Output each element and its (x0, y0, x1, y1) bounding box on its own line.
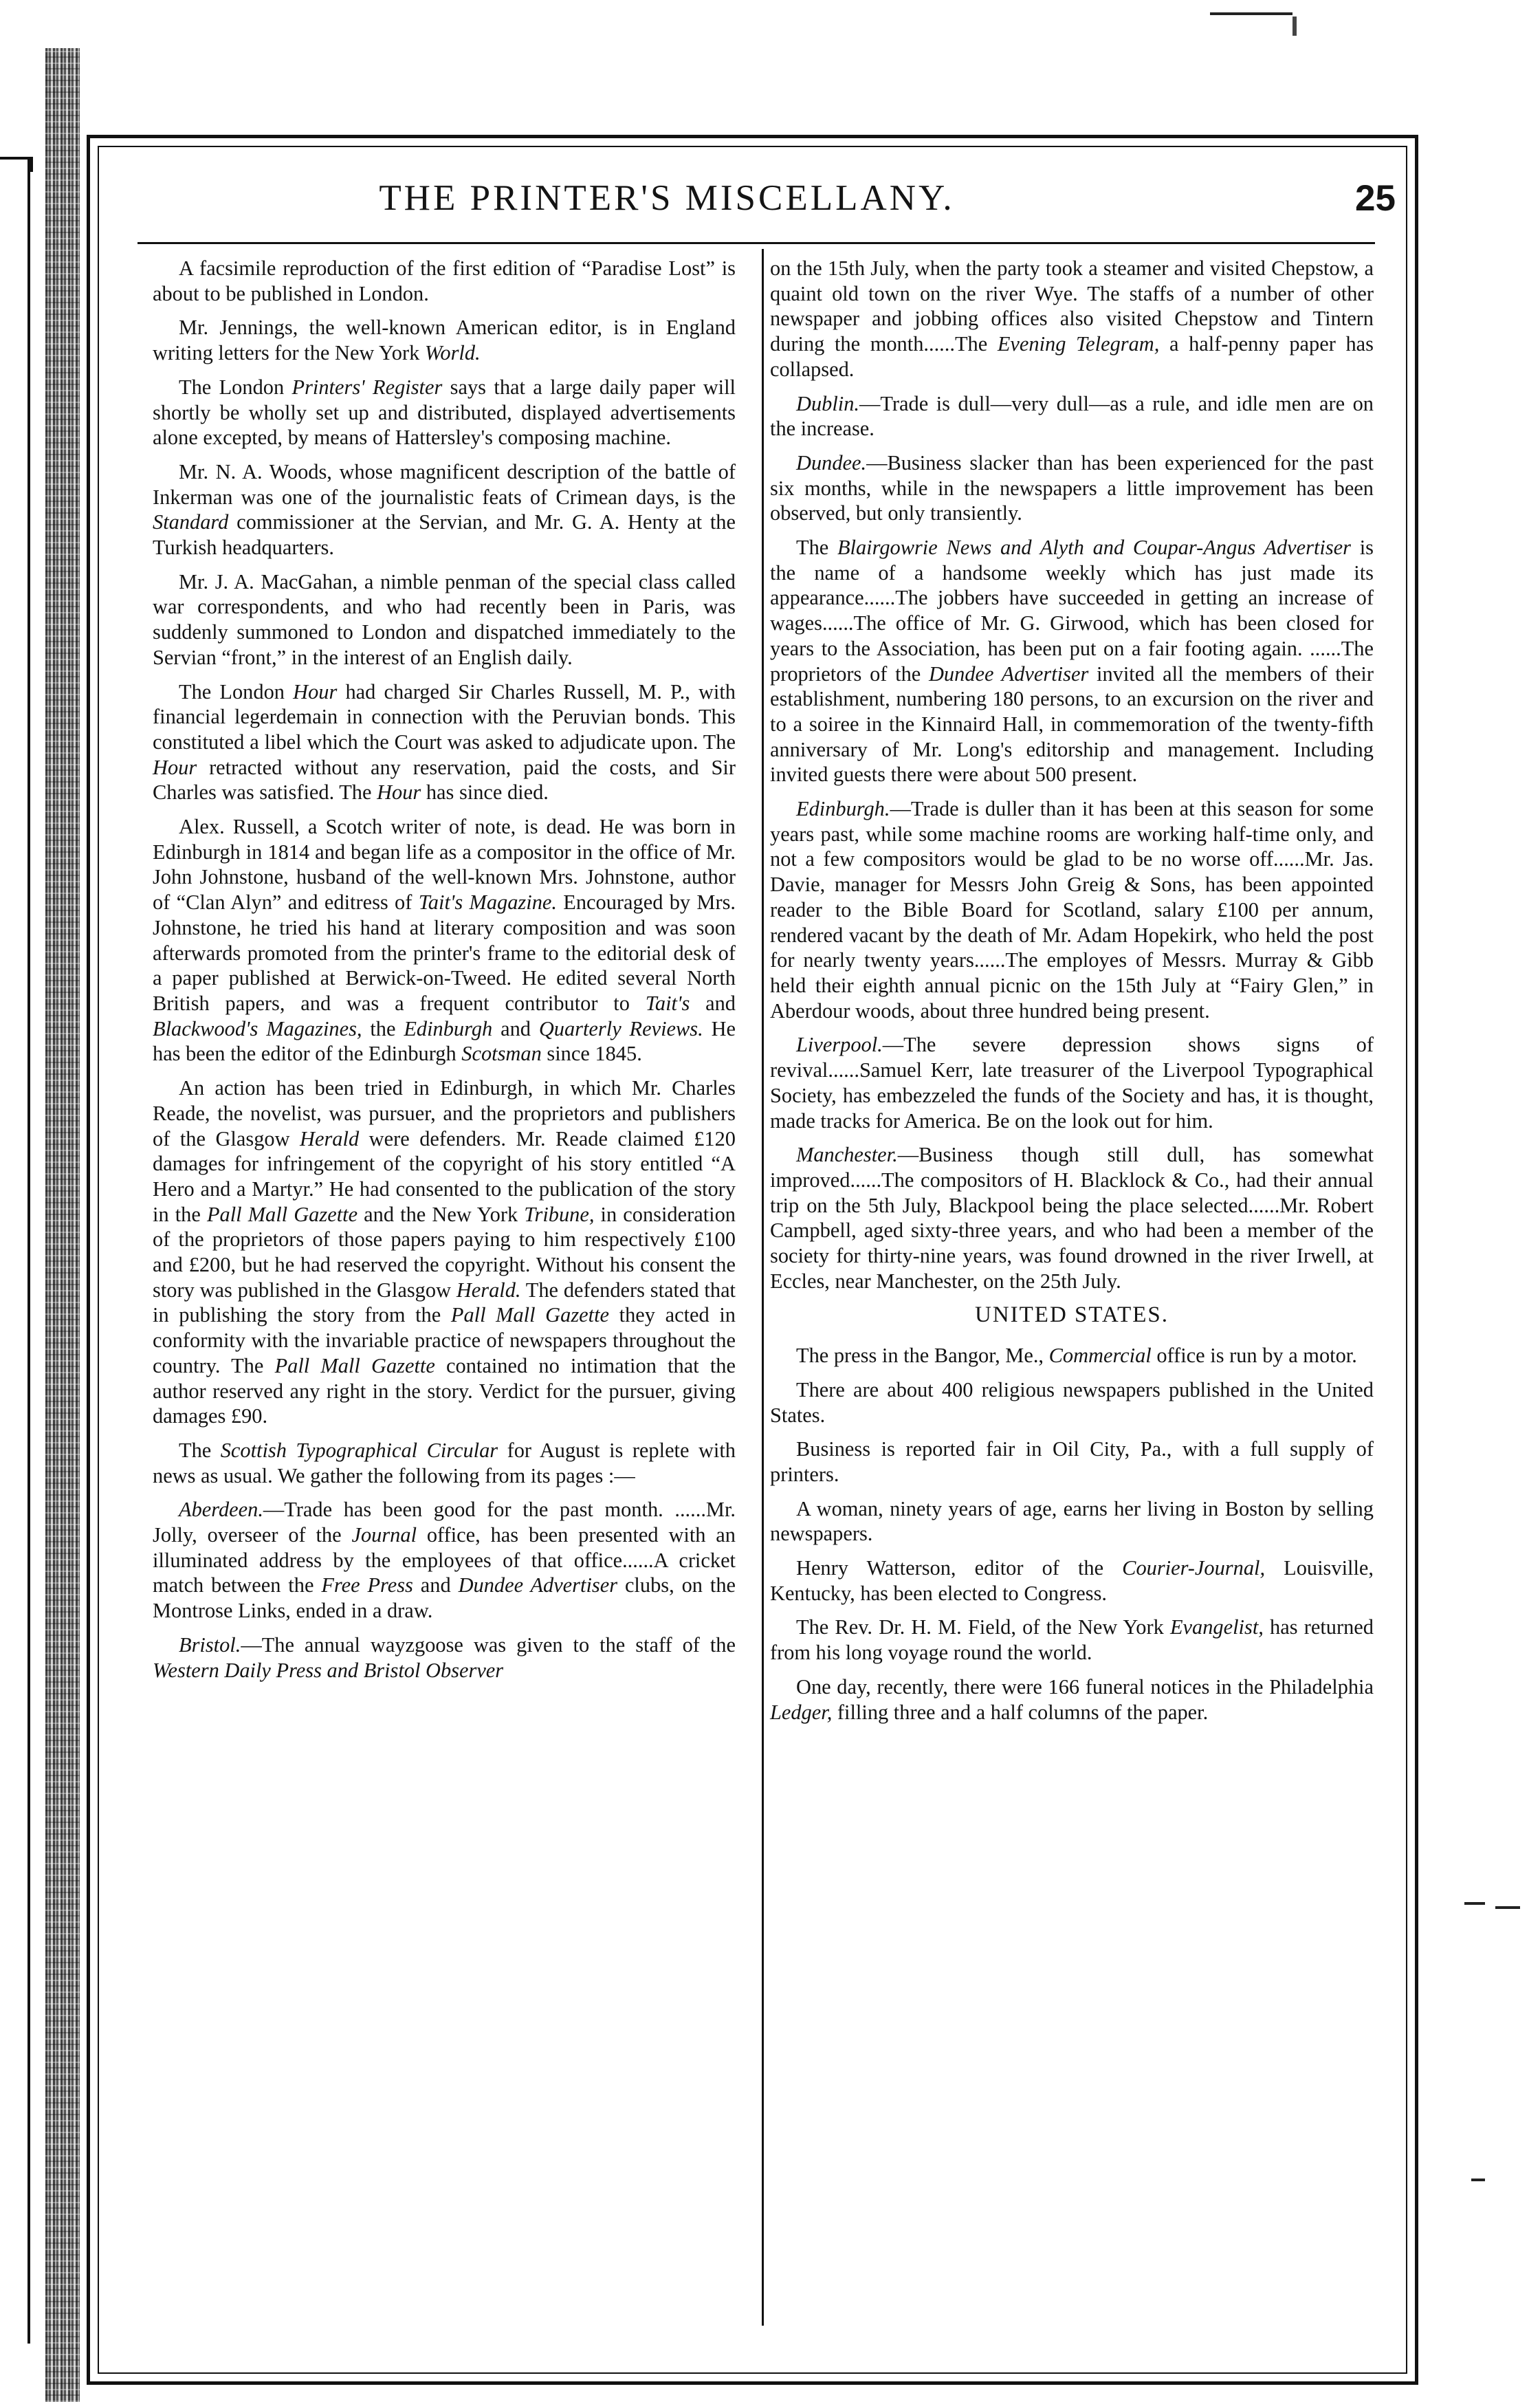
scan-mark (1471, 2179, 1485, 2181)
italic-text: Evening Telegram, (997, 332, 1160, 356)
article-paragraph (770, 450, 1374, 526)
scan-mark (1464, 1902, 1485, 1905)
italic-text: Tait's Magazine. (418, 891, 557, 915)
paragraph-text: The (179, 1438, 221, 1462)
margin-rule (28, 157, 30, 2344)
italic-text: Dundee. (796, 450, 867, 474)
article-paragraph (153, 1076, 736, 1429)
italic-text: Liverpool. (796, 1033, 883, 1057)
paragraph-text: Encouraged by Mrs. Johnstone, he tried his hand at literary composition and was soon afterwards promoted from the printer's frame to the editorial desk of a paper published at Berwick-on-Tweed. He edited several North British papers, and was a frequent contributor to (153, 891, 736, 1015)
italic-text: Ledger, (770, 1700, 833, 1724)
italic-text: Herald (300, 1126, 360, 1150)
paragraph-text: —The severe depression shows signs of revival......Samuel Kerr, late treasurer of the Liverpool Typographical Society, has embezzeled the funds of the Society and has, it is thought, made tracks for America. Be on the look out for him. (770, 1033, 1374, 1133)
italic-text: Tait's (645, 991, 690, 1015)
header-rule (138, 242, 1375, 244)
paragraph-text: —The annual wayzgoose was given to the staff of the (241, 1633, 736, 1657)
article-paragraph (770, 1343, 1374, 1368)
italic-text: Evangelist, (1169, 1615, 1264, 1639)
paragraph-text: the (362, 1016, 404, 1040)
italic-text: Dundee Advertiser (928, 662, 1089, 686)
paragraph-text: The London (179, 375, 292, 399)
paragraph-text: The press in the Bangor, Me., (796, 1344, 1049, 1368)
paragraph-text: since 1845. (541, 1042, 642, 1066)
italic-text: Blackwood's Magazines, (153, 1016, 362, 1040)
paragraph-text: An action has been tried in Edinburgh, in which Mr. Charles Reade, the novelist, was pursuer, and the proprietors and publishers of the Glasgow (153, 1076, 736, 1150)
paragraph-text: office is run by a motor. (1151, 1344, 1357, 1368)
paragraph-text: The (796, 536, 837, 560)
article-paragraph (153, 814, 736, 1067)
paragraph-text: and (492, 1016, 539, 1040)
page-header (110, 177, 1396, 232)
paragraph-text: A woman, ninety years of age, earns her living in Boston by selling newspapers. (770, 1496, 1374, 1546)
italic-text: Free Press (321, 1573, 413, 1597)
article-paragraph (153, 1438, 736, 1488)
italic-text: Tribune, (524, 1202, 595, 1226)
article-paragraph (153, 1497, 736, 1624)
paragraph-text: Mr. Jennings, the well-known American editor, is in England writing letters for the New York (153, 316, 736, 365)
paragraph-text: says that a large daily paper will shortly be wholly set up and distributed, displayed advertisements alone excepted, by means of Hattersley's composing machine. (153, 375, 736, 450)
paragraph-text: contained no intimation that the author reserved any right in the story. Verdict for the pursuer, giving damages £90. (153, 1353, 736, 1428)
paragraph-text: —Business though still dull, has somewhat improved......The compositors of H. Blacklock & Co., had their annual trip on the 5th July, Blackpool being the place selected......Mr. Robert Campbell, aged sixty-three years, and who had been a member of the society for thirty-nine years, was found drowned in the river Irwell, at Eccles, near Manchester, on the 25th July. (770, 1143, 1374, 1293)
italic-text: Edinburgh. (796, 797, 890, 821)
paragraph-text: A facsimile reproduction of the first edition of “Paradise Lost” is about to be published in London. (153, 256, 736, 305)
article-paragraph (153, 679, 736, 806)
scan-mark (1292, 17, 1297, 36)
italic-text: Dundee Advertiser (458, 1573, 618, 1597)
paragraph-text: Mr. J. A. MacGahan, a nimble penman of the special class called war correspondents, and who had recently been in Paris, was suddenly summoned to London and dispatched immediately to the Servian “front,” in the interest of an English daily. (153, 569, 736, 669)
paragraph-text: and (690, 991, 736, 1015)
paragraph-text: and (412, 1573, 459, 1597)
article-paragraph (770, 1142, 1374, 1293)
italic-text: Commercial (1048, 1344, 1152, 1368)
italic-text: World. (424, 341, 481, 365)
article-paragraph (153, 315, 736, 365)
italic-text: Herald. (456, 1278, 521, 1302)
article-paragraph (153, 1633, 736, 1683)
paragraph-text: a half-penny paper has collapsed. (770, 332, 1374, 381)
italic-text: Courier-Journal, (1122, 1556, 1266, 1580)
paragraph-text: Henry Watterson, editor of the (796, 1556, 1123, 1580)
article-paragraph (153, 569, 736, 670)
paragraph-text: Louisville, Kentucky, has been elected to Congress. (770, 1556, 1374, 1605)
paragraph-text: Mr. N. A. Woods, whose magnificent description of the battle of Inkerman was one of the journalistic feats of Crimean days, is the (153, 459, 736, 509)
paragraph-text: office, has been presented with an illuminated address by the employees of that office......A cricket match between the (153, 1523, 736, 1597)
paragraph-text: and the New York (358, 1202, 525, 1226)
paragraph-text: The defenders stated that in publishing the story from the (153, 1278, 736, 1327)
paragraph-text: clubs, on the Montrose Links, ended in a draw. (153, 1573, 736, 1623)
article-paragraph (770, 1496, 1374, 1547)
italic-text: Hour (293, 679, 338, 703)
italic-text: Journal (351, 1523, 417, 1547)
italic-text: Scottish Typographical Circular (220, 1438, 498, 1462)
paragraph-text: Alex. Russell, a Scotch writer of note, is dead. He was born in Edinburgh in 1814 and began life as a compositor in the office of Mr. John Johnstone, husband of the well-known Mrs. Johnstone, author of “Clan Alyn” and editress of (153, 815, 736, 915)
left-column (153, 256, 736, 1692)
article-paragraph (770, 796, 1374, 1023)
paragraph-text: commissioner at the Servian, and Mr. G. A. Henty at the Turkish headquarters. (153, 510, 736, 560)
paragraph-text: for August is replete with news as usual. We gather the following from its pages :— (153, 1438, 736, 1487)
page-number: 25 (1355, 178, 1396, 219)
paragraph-text: has returned from his long voyage round the world. (770, 1615, 1374, 1665)
italic-text: Printers' Register (292, 375, 443, 399)
italic-text: Western Daily Press and Bristol Observer (153, 1658, 504, 1682)
paragraph-text: retracted without any reservation, paid the costs, and Sir Charles was satisfied. The (153, 755, 736, 805)
paragraph-text: One day, recently, there were 166 funeral notices in the Philadelphia (796, 1674, 1374, 1699)
paragraph-text: had charged Sir Charles Russell, M. P., with financial legerdemain in connection with the Peruvian bonds. This constituted a libel which the Court was asked to adjudicate upon. The (153, 679, 736, 754)
italic-text: Quarterly Reviews. (538, 1016, 703, 1040)
italic-text: Bristol. (179, 1633, 241, 1657)
paragraph-text: —Trade is duller than it has been at this season for some years past, while some machine rooms are working half-time only, and not a few compositors would be glad to be no worse off......Mr. Jas. Davie, manager for Messrs John Greig & Sons, has been appointed reader to the Bible Board for Scotland, salary £100 per annum, rendered vacant by the death of Mr. Adam Hopekirk, who held the post for nearly twenty years......The employes of Messrs. Murray & Gibb held their eighth annual picnic on the 15th July at “Fairy Glen,” in Aberdour woods, about three hundred being present. (770, 797, 1374, 1023)
paragraph-text: The Rev. Dr. H. M. Field, of the New York (796, 1615, 1170, 1639)
paragraph-text: has since died. (421, 780, 549, 805)
italic-text: Dublin. (796, 391, 860, 415)
article-paragraph (770, 1377, 1374, 1428)
paragraph-text: —Trade has been good for the past month. ......Mr. Jolly, overseer of the (153, 1498, 736, 1547)
italic-text: Edinburgh (404, 1016, 493, 1040)
article-paragraph (153, 256, 736, 306)
paragraph-text: —Trade is dull—very dull—as a rule, and idle men are on the increase. (770, 391, 1374, 441)
scan-mark (1495, 1906, 1520, 1909)
paragraph-text: Business is reported fair in Oil City, Pa., with a full supply of printers. (770, 1437, 1374, 1486)
scan-mark (1210, 12, 1292, 15)
paragraph-text: in consideration of the proprietors of those papers paying to him respectively £100 and £200, but he had reserved the copyright. Without his consent the story was published in the Glasgow (153, 1202, 736, 1302)
running-title: THE PRINTER'S MISCELLANY. (379, 178, 955, 218)
italic-text: Manchester. (796, 1143, 898, 1167)
article-paragraph (153, 375, 736, 450)
italic-text: Pall Mall Gazette (206, 1202, 358, 1226)
italic-text: Pall Mall Gazette (274, 1353, 435, 1377)
paragraph-text: is the name of a handsome weekly which has just made its appearance......The jobbers have succeeded in getting an increase of wages......The office of Mr. G. Girwood, which has been closed for years to the Association, has been put on a fair footing again. ......The proprietors of the (770, 536, 1374, 686)
article-paragraph (770, 1615, 1374, 1665)
paragraph-text: on the 15th July, when the party took a steamer and visited Chepstow, a quaint old town on the river Wye. The staffs of a number of other newspaper and jobbing offices also visited Chepstow and Tintern during the month......The (770, 256, 1374, 356)
binding-edge-shading (45, 48, 80, 2402)
section-heading: UNITED STATES. (974, 1302, 1169, 1328)
paragraph-text: There are about 400 religious newspapers published in the United States. (770, 1377, 1374, 1427)
article-paragraph (770, 1674, 1374, 1725)
italic-text: Aberdeen. (179, 1498, 263, 1522)
italic-text: Blairgowrie News and Alyth and Coupar-Angus Advertiser (837, 536, 1352, 560)
paragraph-text: invited all the members of their establishment, numbering 180 persons, to an excursion on the river and to a soiree in the Kinnaird Hall, in commemoration of the twenty-fifth anniversary of Mr. Long's editorship and management. Including invited guests there were about 500 present. (770, 662, 1374, 787)
article-paragraph (770, 391, 1374, 441)
paragraph-text: —Business slacker than has been experienced for the past six months, while in the newspapers a little improvement has been observed, but only transiently. (770, 450, 1374, 525)
article-paragraph (770, 535, 1374, 787)
paragraph-text: He has been the editor of the Edinburgh (153, 1016, 736, 1066)
italic-text: Standard (153, 510, 229, 534)
article-paragraph (770, 1555, 1374, 1606)
article-paragraph (770, 256, 1374, 382)
italic-text: Hour (153, 755, 197, 779)
paragraph-text: The London (179, 679, 294, 703)
italic-text: Pall Mall Gazette (450, 1303, 610, 1327)
article-paragraph (770, 1032, 1374, 1133)
article-paragraph (770, 1437, 1374, 1487)
paragraph-text: were defenders. Mr. Reade claimed £120 damages for infringement of the copyright of his story entitled “A Hero and a Martyr.” He had consented to the publication of the story in the (153, 1126, 736, 1226)
paragraph-text: they acted in conformity with the invariable practice of newspapers throughout the country. The (153, 1303, 736, 1377)
paragraph-text: filling three and a half columns of the paper. (832, 1700, 1209, 1724)
column-divider (762, 249, 764, 2326)
italic-text: Scotsman (461, 1042, 542, 1066)
right-column (770, 256, 1374, 1734)
article-paragraph (153, 459, 736, 560)
italic-text: Hour (377, 780, 421, 805)
